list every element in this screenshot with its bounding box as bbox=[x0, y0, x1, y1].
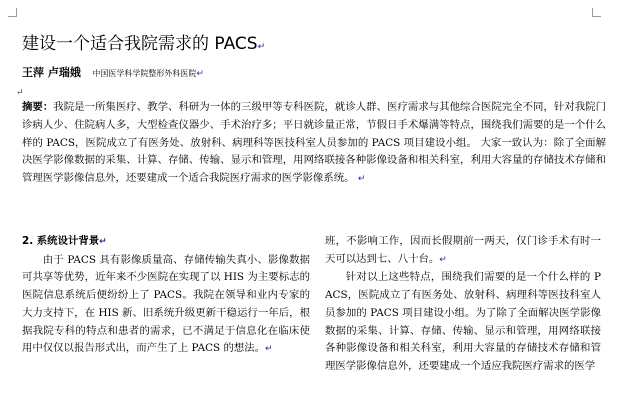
body-paragraph: 由于 PACS 具有影像质量高、存储传输失真小、影像数据可共享等优势，近年来不少医院在实现了以 HIS 为主要标志的医院信息系统后便纷纷上了 PACS。我院在领导和业内专家的大力支持下，在 HIS 新、旧系统升级更新干稳运行一年后，根据我院专科的特点和患者的需求，已不满足于信息化在临床使用中仅仅以报告形式出，而产生了上 PACS 的想法。↵ bbox=[22, 253, 310, 355]
left-column[interactable] bbox=[22, 233, 310, 359]
paragraph-mark: ↵ bbox=[265, 344, 273, 355]
article-title[interactable] bbox=[22, 33, 612, 58]
paragraph-mark: ↵ bbox=[257, 42, 266, 52]
title-text: 建设一个适合我院需求的 PACS bbox=[22, 34, 258, 54]
margin-corner-mark bbox=[8, 8, 17, 17]
abstract-label: 摘要： bbox=[22, 101, 54, 113]
authors: 王萍 卢瑞娥 bbox=[22, 66, 81, 79]
paragraph-mark: ↵ bbox=[196, 69, 204, 79]
right-column[interactable] bbox=[325, 233, 601, 376]
paragraph-mark: ↵ bbox=[357, 174, 366, 185]
body-paragraph: 针对以上这些特点，围绕我们需要的是一个什么样的 PACS，医院成立了有医务处、放射科、病理科等医技科室人员参加的 PACS 项目建设小组。为了除了全面解决医学影像数据的采集、计算、存储、传输、显示和管理，用网络联接各种影像设备和相关科室，利用大容量的存储技术存储和管理医学影像信息外，还要建成一个适应我院医疗需求的医学 bbox=[325, 271, 601, 372]
byline[interactable] bbox=[22, 66, 612, 81]
section-heading: 2. 系统设计背景↵ bbox=[22, 235, 107, 247]
margin-corner-mark bbox=[592, 8, 601, 17]
affiliation: 中国医学科学院整形外科医院 bbox=[92, 69, 197, 78]
anchor-mark: ↵ bbox=[16, 88, 24, 98]
abstract[interactable] bbox=[22, 99, 606, 189]
paragraph-mark: ↵ bbox=[99, 237, 107, 247]
abstract-text: 我院是一所集医疗、教学、科研为一体的三级甲等专科医院，就诊人群、医疗需求与其他综合医院完全不同，针对我院门诊病人少、住院病人多，大型检查仪器少、手术治疗多；平日就诊量正常，节假日手术爆满等特点，围绕我们需要的是一个什么样的 PACS，医院成立了有医务处、放射科、病理科等医技科室人员参加的 PACS 项目建设小组。 大家一致认为：除了全面解决医学影像数据的采集、计算、存储、传输、显示和管理，用网络联接各种影像设备和相关科室，利用大容量的存储技术存储和管理医学影像信息外，还要建成一个适合我院医疗需求的医学影像系统。 bbox=[22, 101, 607, 185]
body-paragraph-continuation: 班，不影响工作，因而长假期前一两天，仅门诊手术有时一天可以达到七、八十台。↵ bbox=[325, 235, 601, 265]
paragraph-mark: ↵ bbox=[439, 254, 447, 265]
